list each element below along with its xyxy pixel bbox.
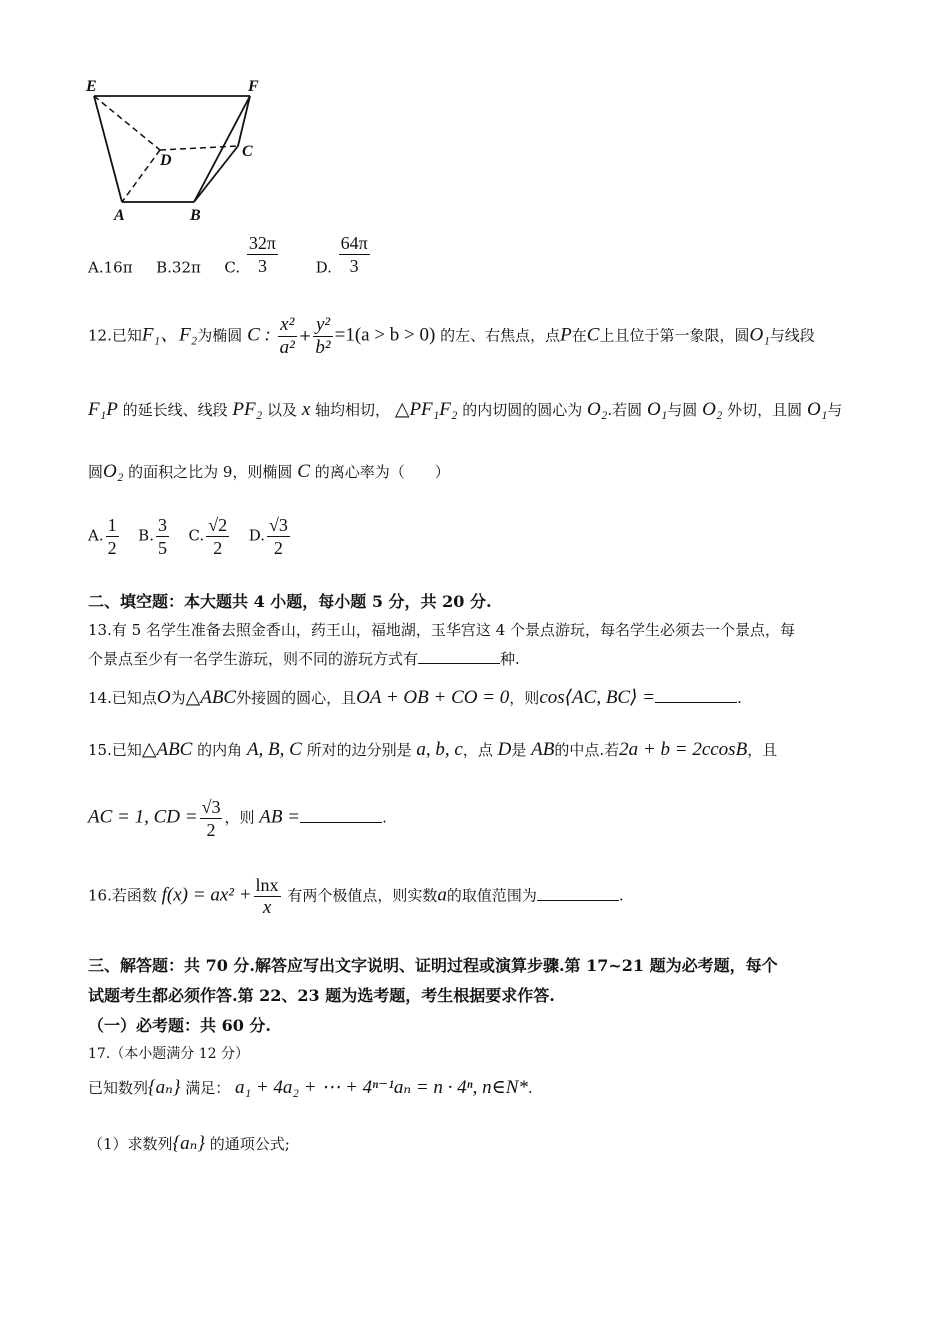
q16-text: 的取值范围为 xyxy=(446,886,537,905)
q12-y-frac: $\frac{\text{y²}}{\text{b²}}$ xyxy=(315,314,331,358)
q12-O1: O₁ xyxy=(646,399,668,420)
q11-option-d-prefix: D. xyxy=(315,258,332,277)
q15-answer-blank xyxy=(300,808,382,823)
q17-formula: a₁ + 4a₂ + ⋯ + 4ⁿ⁻¹aₙ = n · 4ⁿ, n∈N* xyxy=(235,1077,528,1098)
q12-text: 与圆 xyxy=(667,401,698,419)
q11-option-a: A.16π xyxy=(88,258,133,277)
q12-C: C xyxy=(297,461,310,482)
q14-text: 14.已知点 xyxy=(88,689,157,707)
q12-eq-rest: =1(a > b > 0) xyxy=(334,324,436,346)
q15-triangle: △ABC xyxy=(141,739,193,760)
edge-CB xyxy=(194,146,238,202)
q13-text: 种. xyxy=(500,650,520,668)
q12-text: .若圆 xyxy=(607,401,643,419)
q17-text: . xyxy=(527,1079,533,1097)
label-E: E xyxy=(86,78,97,95)
q15-angles: A, B, C xyxy=(246,739,302,760)
section-3-title-line-2: 试题考生都必须作答.第 22、23 题为选考题，考生根据要求作答. xyxy=(88,986,555,1005)
q15-AB: AB xyxy=(531,739,555,760)
q12-option-d-frac: $\frac{√3}{2}$ xyxy=(268,515,288,558)
q11-option-b: B.32π xyxy=(156,258,201,277)
q12-O2: O₂ xyxy=(587,399,608,420)
q14-line xyxy=(88,688,742,708)
q14-O: O xyxy=(156,687,171,708)
q17-text: 已知数列 xyxy=(88,1079,149,1097)
q13-text: 个景点至少有一名学生游玩，则不同的游玩方式有 xyxy=(88,650,419,668)
q17-text: （1）求数列 xyxy=(88,1135,173,1153)
q13-line-2 xyxy=(88,649,520,669)
q16-text: . xyxy=(618,886,624,905)
q15-cd-frac: $\frac{√3}{2}$ xyxy=(201,797,221,840)
q15-sides: a, b, c xyxy=(416,739,463,760)
q12-x-frac: $\frac{\text{x²}}{\text{a²}}$ xyxy=(279,314,295,358)
q12-lead: 12.已知 xyxy=(88,326,142,345)
label-C: C xyxy=(242,143,253,160)
q12-option-c-frac: $\frac{√2}{2}$ xyxy=(208,515,228,558)
q12-text: 外切，且圆 xyxy=(727,401,803,419)
q11-option-c-fraction: $\frac{32\pi}{3}$ xyxy=(248,233,277,276)
q12-text: 上且位于第一象限，圆 xyxy=(599,326,750,345)
q12-options xyxy=(88,514,292,559)
q13-line-1: 13.有 5 名学生准备去照金香山，药王山，福地湖，玉华宫这 4 个景点游玩，每名学生必须去一个景点，每 xyxy=(88,621,796,639)
q12-triangle: △PF₁F₂ xyxy=(394,399,458,420)
q12-foci: F₁、F₂ xyxy=(141,324,198,346)
q12-text: 在 xyxy=(571,326,587,345)
q17-sequence: {aₙ} xyxy=(172,1133,205,1154)
q12-option-d: D. xyxy=(248,526,265,545)
q17-sequence: {aₙ} xyxy=(148,1077,181,1098)
section-3-subtitle: （一）必考题：共 60 分. xyxy=(88,1016,271,1035)
q16-text: 16.若函数 xyxy=(88,886,157,905)
label-A: A xyxy=(114,207,125,224)
q12-O1: O₁ xyxy=(749,324,770,346)
q12-C: C xyxy=(586,324,600,346)
q15-D: D xyxy=(497,739,512,760)
q14-vector-eq: OA + OB + CO = 0 xyxy=(356,687,510,708)
q12-F1P: F₁P xyxy=(88,399,118,420)
q15-text: 的内角 xyxy=(197,741,243,759)
q12-text: 的面积之比为 9，则椭圆 xyxy=(128,463,293,481)
q12-text: 与 xyxy=(827,401,843,419)
q12-text: 的左、右焦点，点 xyxy=(440,326,561,345)
q12-text: 的延长线、线段 xyxy=(122,401,228,419)
q17-statement xyxy=(88,1078,533,1098)
q15-condition: 2a + b = 2ccosB xyxy=(619,739,748,760)
q14-text: ，则 xyxy=(509,689,540,707)
q16-text: 有两个极值点，则实数 xyxy=(287,886,438,905)
q12-ellipse-name: C : xyxy=(247,324,271,346)
q14-triangle: △ABC xyxy=(185,687,237,708)
q12-line-2 xyxy=(88,400,842,420)
q16-a: a xyxy=(437,884,447,906)
q14-text: 为 xyxy=(170,689,186,707)
q15-text: 的中点.若 xyxy=(554,741,620,759)
q14-answer-blank xyxy=(655,688,737,703)
edge-DA xyxy=(122,150,160,202)
q15-text: ，且 xyxy=(747,741,778,759)
q14-text: . xyxy=(737,689,742,707)
q12-P: P xyxy=(560,324,572,346)
q12-option-a-frac: $\frac{1}{2}$ xyxy=(107,515,117,558)
q12-text: 为椭圆 xyxy=(197,326,243,345)
q16-function: f(x) = ax² + xyxy=(161,884,252,906)
q12-O2: O₂ xyxy=(702,399,723,420)
q11-options xyxy=(88,232,372,278)
q16-answer-blank xyxy=(537,886,619,901)
q15-text: ，则 xyxy=(224,808,255,827)
q14-cos: cos⟨AC, BC⟩ = xyxy=(539,687,656,708)
label-B: B xyxy=(190,207,201,224)
q12-text: 的内切圆的圆心为 xyxy=(462,401,583,419)
q12-option-a: A. xyxy=(88,526,104,545)
label-D: D xyxy=(160,152,172,169)
q12-PF2: PF₂ xyxy=(232,399,263,420)
section-3-title-line-1: 三、解答题：共 70 分.解答应写出文字说明、证明过程或演算步骤.第 17~21 题为必考题，每个 xyxy=(88,956,778,975)
q15-text: 所对的边分别是 xyxy=(306,741,412,759)
q13-answer-blank xyxy=(418,649,500,664)
q15-given: AC = 1, CD = xyxy=(88,806,198,828)
q15-line-1 xyxy=(88,740,777,760)
q17-text: 满足： xyxy=(185,1079,231,1097)
q17-head: 17.（本小题满分 12 分） xyxy=(88,1046,249,1062)
q15-AB-eq: AB = xyxy=(259,806,301,828)
section-2-title: 二、填空题：本大题共 4 小题，每小题 5 分，共 20 分. xyxy=(88,592,492,611)
q15-text: 15.已知 xyxy=(88,741,142,759)
label-F: F xyxy=(248,78,259,95)
edge-DC xyxy=(160,146,238,150)
q16-frac: $\frac{\ln x}{x}$ xyxy=(255,875,279,918)
q12-option-b: B. xyxy=(138,526,154,545)
q15-text: 是 xyxy=(511,741,527,759)
q12-O2: O₂ xyxy=(103,461,124,482)
q17-text: 的通项公式; xyxy=(209,1135,290,1153)
q15-line-2 xyxy=(88,796,387,841)
edge-FC xyxy=(238,96,250,146)
q12-text: 的离心率为（ ） xyxy=(314,463,450,481)
q12-line-3 xyxy=(88,462,450,482)
q15-text: ，点 xyxy=(462,741,493,759)
edge-EA xyxy=(94,96,122,202)
q12-text: 与线段 xyxy=(769,326,815,345)
geometry-figure xyxy=(84,74,264,224)
edge-ED xyxy=(94,96,160,150)
q12-option-b-frac: $\frac{3}{5}$ xyxy=(157,515,167,558)
q12-option-c: C. xyxy=(188,526,205,545)
q12-line-1: 12.已知F₁、F₂为椭圆 C : $\frac{\text{x²}}{\text{a²}}$ + $\frac{\text{y²}}{\text{b²}}$ =1(a > b > 0) 的左、右焦点，点P在C上且位于第一象限，圆O₁与线段 xyxy=(88,314,815,358)
q11-option-c-prefix: C. xyxy=(224,258,241,277)
q14-text: 外接圆的圆心，且 xyxy=(236,689,357,707)
q16-line xyxy=(88,874,624,919)
q12-text: 圆 xyxy=(88,463,104,481)
q12-x: x xyxy=(301,399,311,420)
q17-part-1 xyxy=(88,1134,290,1154)
q11-option-d-fraction: $\frac{64\pi}{3}$ xyxy=(340,233,368,276)
q12-O1: O₁ xyxy=(806,399,828,420)
q15-text: . xyxy=(382,808,387,827)
q12-text: 轴均相切， xyxy=(315,401,391,419)
q12-text: 以及 xyxy=(267,401,298,419)
